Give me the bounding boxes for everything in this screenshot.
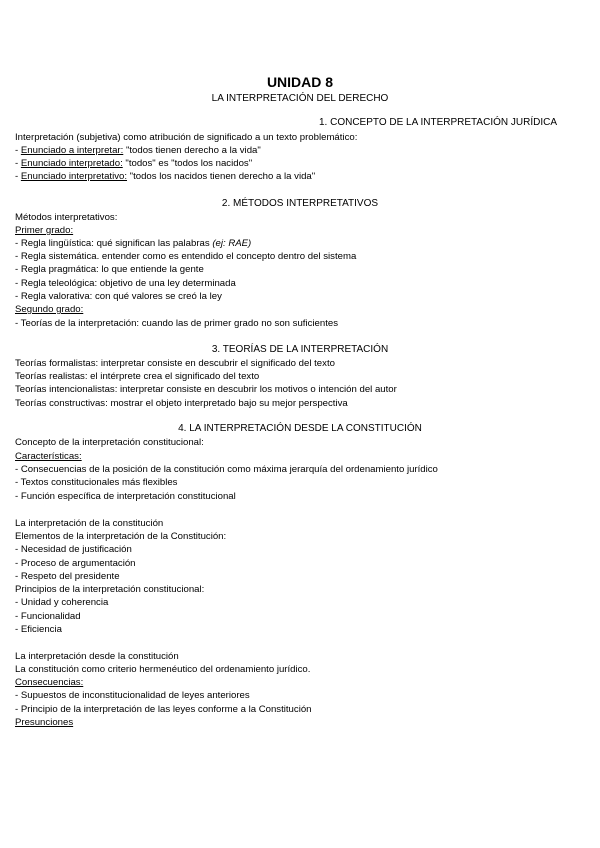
- list-item: - Regla lingüística: qué significan las palabras (ej: RAE): [15, 238, 252, 249]
- section-1-intro: Interpretación (subjetiva) como atribución de significado a un texto problemático:: [15, 132, 358, 143]
- grade-2-label: Segundo grado:: [15, 304, 84, 315]
- unit-subtitle: LA INTERPRETACIÓN DEL DERECHO: [211, 93, 389, 104]
- list-item: Teorías realistas: el intérprete crea el significado del texto: [15, 371, 260, 382]
- section-3-heading: 3. TEORÍAS DE LA INTERPRETACIÓN: [211, 344, 389, 355]
- list-item: - Regla pragmática: lo que entiende la gente: [15, 264, 204, 275]
- concept-label: Concepto de la interpretación constitucional:: [15, 437, 204, 448]
- list-item: - Teorías de la interpretación: cuando las de primer grado no son suficientes: [15, 318, 338, 329]
- subsection-title: La interpretación de la constitución: [15, 518, 164, 529]
- characteristics-label: Características:: [15, 451, 82, 462]
- list-item: - Consecuencias de la posición de la constitución como máxima jerarquía del ordenamiento jurídico: [15, 464, 438, 475]
- presumptions-label: Presunciones: [15, 717, 74, 728]
- grade-1-label: Primer grado:: [15, 225, 74, 236]
- section-1-heading: 1. CONCEPTO DE LA INTERPRETACIÓN JURÍDICA: [318, 117, 557, 128]
- criterion-text: La constitución como criterio hermenéutico del ordenamiento jurídico.: [15, 664, 311, 675]
- list-item: - Principio de la interpretación de las leyes conforme a la Constitución: [15, 704, 312, 715]
- list-item: - Enunciado a interpretar: "todos tienen derecho a la vida": [15, 145, 261, 156]
- list-item: - Funcionalidad: [15, 611, 81, 622]
- list-item: - Regla valorativa: con qué valores se creó la ley: [15, 291, 222, 302]
- list-item: - Enunciado interpretativo: "todos los nacidos tienen derecho a la vida": [15, 171, 316, 182]
- consequences-label: Consecuencias:: [15, 677, 84, 688]
- list-item: - Función específica de interpretación constitucional: [15, 491, 236, 502]
- principles-label: Principios de la interpretación constitucional:: [15, 584, 205, 595]
- list-item: - Eficiencia: [15, 624, 62, 635]
- list-item: Teorías intencionalistas: interpretar consiste en descubrir los motivos o intención del autor: [15, 384, 397, 395]
- elements-label: Elementos de la interpretación de la Constitución:: [15, 531, 227, 542]
- term-label: Enunciado a interpretar:: [20, 145, 124, 156]
- term-label: Enunciado interpretado:: [20, 158, 123, 169]
- list-item: - Respeto del presidente: [15, 571, 120, 582]
- subsection-title: La interpretación desde la constitución: [15, 651, 179, 662]
- list-item: Teorías constructivas: mostrar el objeto interpretado bajo su mejor perspectiva: [15, 398, 348, 409]
- list-item: - Necesidad de justificación: [15, 544, 132, 555]
- term-label: Enunciado interpretativo:: [20, 171, 128, 182]
- list-item: - Enunciado interpretado: "todos" es "todos los nacidos": [15, 158, 253, 169]
- list-item: - Regla sistemática. entender como es entendido el concepto dentro del sistema: [15, 251, 357, 262]
- list-item: - Supuestos de inconstitucionalidad de leyes anteriores: [15, 690, 250, 701]
- list-item: - Textos constitucionales más flexibles: [15, 477, 178, 488]
- list-item: Teorías formalistas: interpretar consiste en descubrir el significado del texto: [15, 358, 335, 369]
- section-4-heading: 4. LA INTERPRETACIÓN DESDE LA CONSTITUCIÓN: [178, 423, 422, 434]
- list-item: - Unidad y coherencia: [15, 597, 109, 608]
- unit-title: UNIDAD 8: [266, 74, 334, 90]
- section-2-intro: Métodos interpretativos:: [15, 212, 118, 223]
- list-item: - Proceso de argumentación: [15, 558, 136, 569]
- section-2-heading: 2. MÉTODOS INTERPRETATIVOS: [221, 198, 379, 209]
- list-item: - Regla teleológica: objetivo de una ley determinada: [15, 278, 236, 289]
